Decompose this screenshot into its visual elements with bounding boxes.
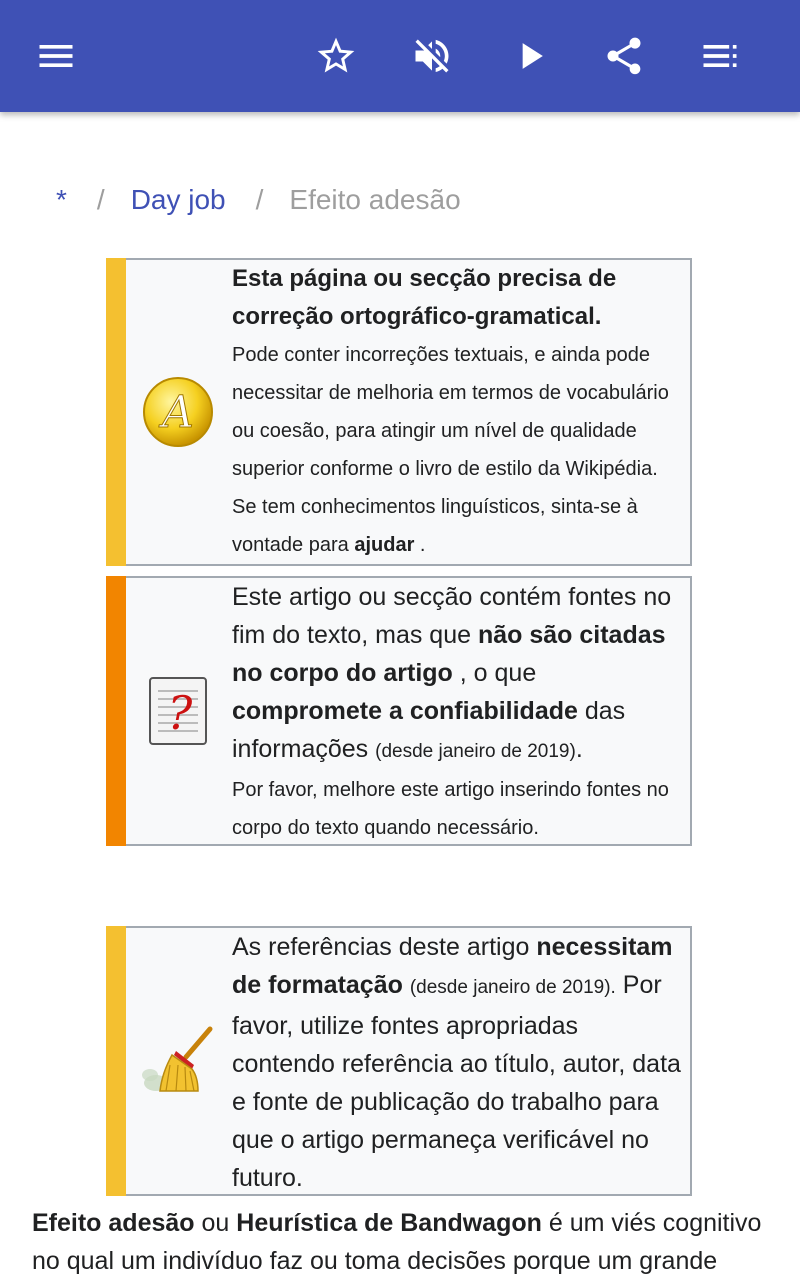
notice-title	[232, 578, 684, 771]
notice-box-grammar	[106, 258, 692, 566]
notice-body-text: Pode conter incorreções textuais, e ainda pode necessitar de melhoria em termos de vocabulário ou coesão, para atingir um nível de qualidade superior conforme o livro de estilo da Wikipédia. Se tem conhecimentos linguísticos, sinta-se à vontade para	[232, 344, 669, 556]
notice-stripe	[106, 576, 126, 846]
playlist-icon[interactable]	[692, 28, 748, 84]
spelling-icon	[126, 260, 230, 564]
article-text: ou	[201, 1209, 230, 1237]
breadcrumb-separator: /	[96, 184, 105, 215]
notice-text: As referências deste artigo	[232, 933, 530, 961]
menu-icon[interactable]	[28, 28, 84, 84]
notice-bold-text: necessitam de formatação	[232, 933, 673, 999]
breadcrumb-separator: /	[255, 184, 264, 215]
svg-text:A: A	[162, 387, 194, 438]
svg-text:?: ?	[167, 686, 193, 740]
breadcrumb-home-link[interactable]: *	[56, 184, 67, 215]
question-document-icon	[126, 578, 230, 844]
notice-stripe	[106, 926, 126, 1196]
notice-text: Por favor, utilize fontes apropriadas contendo referência ao título, autor, data e fonte de publicação do trabalho para que o artigo permaneça verificável no futuro.	[232, 971, 681, 1192]
play-icon[interactable]	[502, 28, 558, 84]
notice-title: Esta página ou secção precisa de correção ortográfico-gramatical.	[232, 265, 617, 330]
broom-icon	[126, 928, 230, 1194]
app-bar	[0, 0, 800, 112]
breadcrumb-current: Efeito adesão	[289, 184, 461, 215]
article-term: Heurística de Bandwagon	[236, 1209, 542, 1237]
notice-box-sources	[106, 576, 692, 846]
volume-off-icon[interactable]	[404, 28, 460, 84]
star-icon[interactable]	[308, 28, 364, 84]
notice-body-end: .	[419, 534, 426, 556]
notice-body: Por favor, melhore este artigo inserindo fontes no corpo do texto quando necessário.	[232, 779, 669, 839]
article-intro-paragraph	[32, 1204, 772, 1280]
share-icon[interactable]	[596, 28, 652, 84]
notice-text: .	[575, 735, 583, 763]
notice-title	[232, 928, 684, 1197]
notice-text: das informações	[232, 697, 626, 763]
article-text: é um viés cognitivo no qual um indivíduo faz ou toma decisões porque um grande	[32, 1209, 762, 1275]
notice-date: (desde janeiro de 2019)	[375, 741, 576, 762]
notice-body	[232, 336, 684, 564]
help-link[interactable]: ajudar	[354, 534, 415, 556]
notice-box-formatting	[106, 926, 692, 1196]
notice-bold-text: compromete a confiabilidade	[232, 697, 578, 725]
notice-text: , o que	[459, 659, 537, 687]
notice-bold-text: não são citadas no corpo do artigo	[232, 621, 666, 687]
breadcrumb-parent-link[interactable]: Day job	[130, 184, 226, 215]
notice-text: Este artigo ou secção contém fontes no fim do texto, mas que	[232, 583, 672, 649]
notice-date: (desde janeiro de 2019).	[409, 977, 616, 998]
article-term: Efeito adesão	[32, 1209, 195, 1237]
notice-stripe	[106, 258, 126, 566]
breadcrumb	[56, 180, 461, 220]
